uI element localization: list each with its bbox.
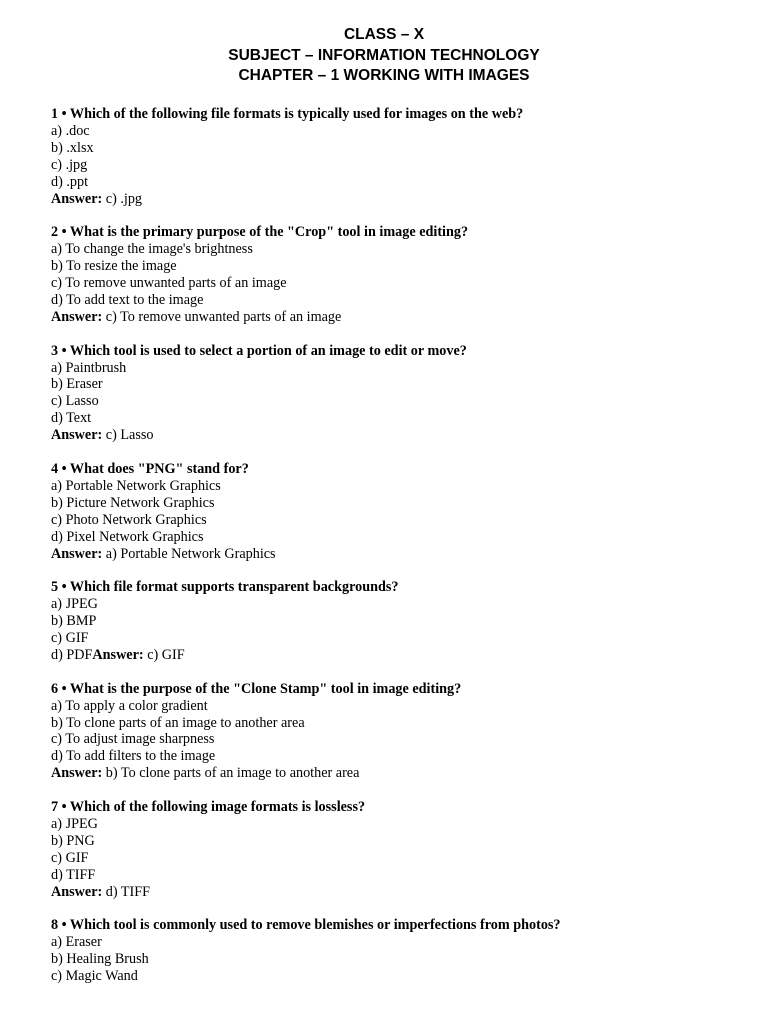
option-d: d) To add filters to the image <box>51 748 216 765</box>
option-c: c) To adjust image sharpness <box>51 731 215 748</box>
bullet: • <box>61 342 67 359</box>
option-d-with-answer <box>51 647 748 664</box>
question-block <box>51 681 748 782</box>
option-c: c) Lasso <box>51 393 99 410</box>
question-prompt: Which of the following file formats is typically used for images on the web? <box>69 106 524 122</box>
option-d: d) .ppt <box>51 173 89 190</box>
question-prompt: What is the primary purpose of the "Crop" tool in image editing? <box>69 224 469 241</box>
option-a: a) .doc <box>51 122 90 139</box>
question-list <box>51 106 748 1002</box>
answer-value: c) .jpg <box>105 190 143 207</box>
question-prompt: Which tool is commonly used to remove blemishes or imperfections from photos? <box>69 917 561 934</box>
question-block <box>51 343 748 444</box>
option-d: d) Pixel Network Graphics <box>51 528 204 545</box>
question-block <box>51 799 748 900</box>
question-prompt: Which tool is used to select a portion of an image to edit or move? <box>69 342 467 359</box>
answer-label: Answer: <box>51 190 103 207</box>
question-text <box>51 799 748 816</box>
question-prompt: What does "PNG" stand for? <box>69 460 249 477</box>
answer-line <box>51 191 748 208</box>
subject-heading: SUBJECT – INFORMATION TECHNOLOGY <box>228 46 540 64</box>
bullet: • <box>61 680 67 697</box>
bullet: • <box>61 579 67 596</box>
answer-value: d) TIFF <box>105 883 151 900</box>
bullet: • <box>61 106 67 122</box>
bullet: • <box>61 224 67 241</box>
option-b: b) BMP <box>51 613 97 630</box>
class-heading: CLASS – X <box>343 26 425 43</box>
bullet: • <box>61 799 67 816</box>
bullet: • <box>61 460 67 477</box>
answer-line <box>51 884 748 901</box>
option-b: b) Picture Network Graphics <box>51 494 215 511</box>
answer-label: Answer: <box>51 308 103 325</box>
question-number: 5 <box>51 579 59 596</box>
option-b: b) Healing Brush <box>51 951 149 968</box>
question-text <box>51 681 748 698</box>
question-block <box>51 224 748 325</box>
answer-line <box>51 427 748 444</box>
chapter-heading: CHAPTER – 1 WORKING WITH IMAGES <box>238 67 530 84</box>
question-block <box>51 106 748 207</box>
answer-line <box>51 765 748 782</box>
option-a: a) To change the image's brightness <box>51 241 253 258</box>
option-a: a) JPEG <box>51 815 98 832</box>
answer-line <box>51 546 748 563</box>
answer-label: Answer: <box>51 545 103 562</box>
question-text <box>51 579 748 596</box>
question-number: 7 <box>51 799 59 816</box>
option-a: a) Paintbrush <box>51 359 127 376</box>
option-a: a) Portable Network Graphics <box>51 477 221 494</box>
option-c: c) Magic Wand <box>51 968 138 985</box>
answer-value: c) GIF <box>147 646 185 663</box>
question-prompt: Which of the following image formats is lossless? <box>69 799 366 816</box>
question-prompt: What is the purpose of the "Clone Stamp" tool in image editing? <box>69 680 462 697</box>
option-a: a) To apply a color gradient <box>51 697 208 714</box>
question-number: 2 <box>51 224 59 241</box>
option-d: d) To add text to the image <box>51 291 204 308</box>
question-block <box>51 461 748 562</box>
question-number: 8 <box>51 917 59 934</box>
bullet: • <box>61 917 67 934</box>
question-number: 4 <box>51 460 59 477</box>
answer-value: b) To clone parts of an image to another area <box>105 765 360 782</box>
question-text <box>51 917 748 934</box>
answer-line <box>51 309 748 326</box>
option-b: b) Eraser <box>51 376 103 393</box>
option-b: b) .xlsx <box>51 139 94 156</box>
option-d: d) TIFF <box>51 866 96 883</box>
question-text <box>51 343 748 360</box>
answer-value: a) Portable Network Graphics <box>105 545 276 562</box>
option-d: d) Text <box>51 410 92 427</box>
option-a: a) JPEG <box>51 596 98 613</box>
answer-label: Answer: <box>51 883 103 900</box>
answer-label: Answer: <box>92 646 144 663</box>
document-header <box>0 25 768 87</box>
question-block <box>51 579 748 664</box>
option-a: a) Eraser <box>51 934 102 951</box>
answer-label: Answer: <box>51 765 103 782</box>
option-c: c) GIF <box>51 849 89 866</box>
question-block <box>51 917 748 985</box>
option-c: c) To remove unwanted parts of an image <box>51 275 287 292</box>
answer-value: c) To remove unwanted parts of an image <box>105 308 342 325</box>
option-b: b) PNG <box>51 832 95 849</box>
answer-value: c) Lasso <box>105 427 154 444</box>
option-d: d) PDF <box>51 646 93 663</box>
option-b: b) To clone parts of an image to another area <box>51 714 305 731</box>
question-text <box>51 224 748 241</box>
question-number: 3 <box>51 342 59 359</box>
question-text <box>51 461 748 478</box>
answer-label: Answer: <box>51 427 103 444</box>
option-c: c) GIF <box>51 630 89 647</box>
question-number: 6 <box>51 680 59 697</box>
option-c: c) Photo Network Graphics <box>51 511 207 528</box>
question-text <box>51 106 748 123</box>
option-c: c) .jpg <box>51 156 88 173</box>
question-prompt: Which file format supports transparent backgrounds? <box>69 579 399 596</box>
question-number: 1 <box>51 106 59 122</box>
option-b: b) To resize the image <box>51 258 177 275</box>
